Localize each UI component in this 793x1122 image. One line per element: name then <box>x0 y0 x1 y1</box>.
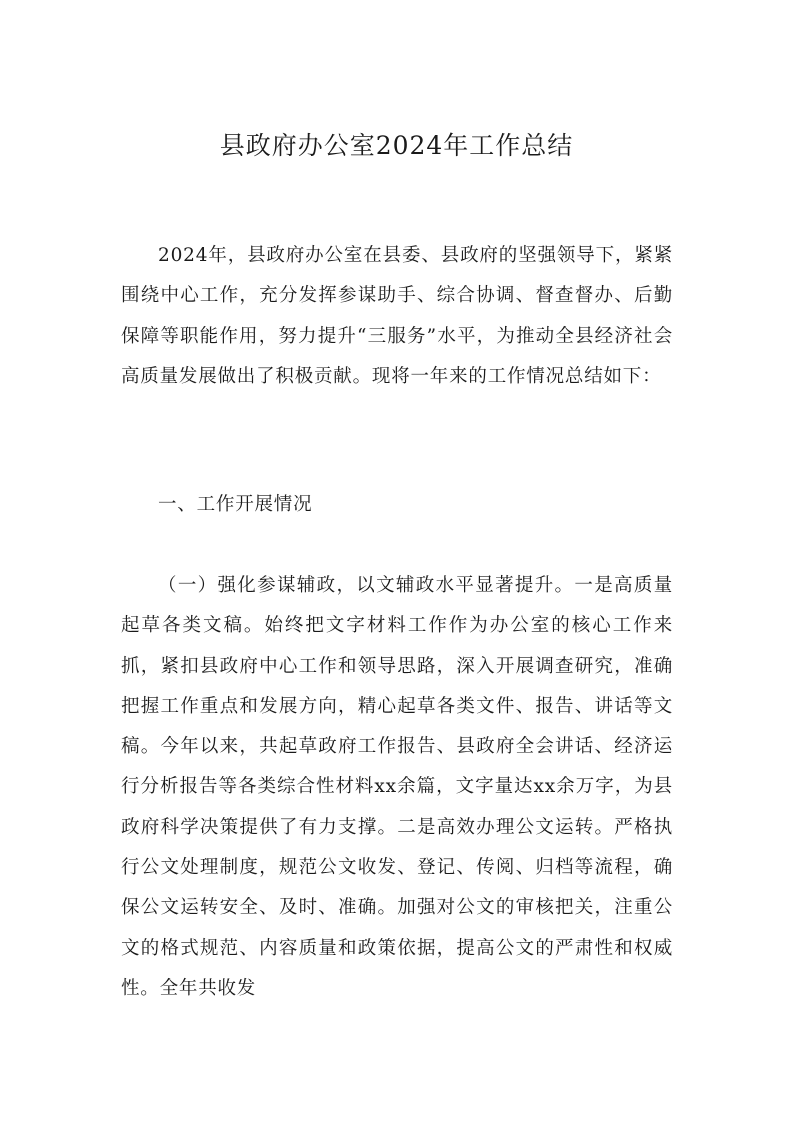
body-paragraph: （一）强化参谋辅政，以文辅政水平显著提升。一是高质量起草各类文稿。始终把文字材料工作作为办公室的核心工作来抓，紧扣县政府中心工作和领导思路，深入开展调查研究，准确把握工作重点和发展方向，精心起草各类文件、报告、讲话等文稿。今年以来，共起草政府工作报告、县政府全会讲话、经济运行分析报告等各类综合性材料xx余篇，文字量达xx余万字，为县政府科学决策提供了有力支撑。二是高效办理公文运转。严格执行公文处理制度，规范公文收发、登记、传阅、归档等流程，确保公文运转安全、及时、准确。加强对公文的审核把关，注重公文的格式规范、内容质量和政策依据，提高公文的严肃性和权威性。全年共收发 <box>121 575 673 999</box>
document-title: 县政府办公室2024年工作总结 <box>219 131 574 160</box>
section-heading: 一、工作开展情况 <box>158 494 313 515</box>
intro-paragraph: 2024年，县政府办公室在县委、县政府的坚强领导下，紧紧围绕中心工作，充分发挥参谋助手、综合协调、督查督办、后勤保障等职能作用，努力提升“三服务”水平，为推动全县经济社会高质量发展做出了积极贡献。现将一年来的工作情况总结如下： <box>121 245 673 387</box>
